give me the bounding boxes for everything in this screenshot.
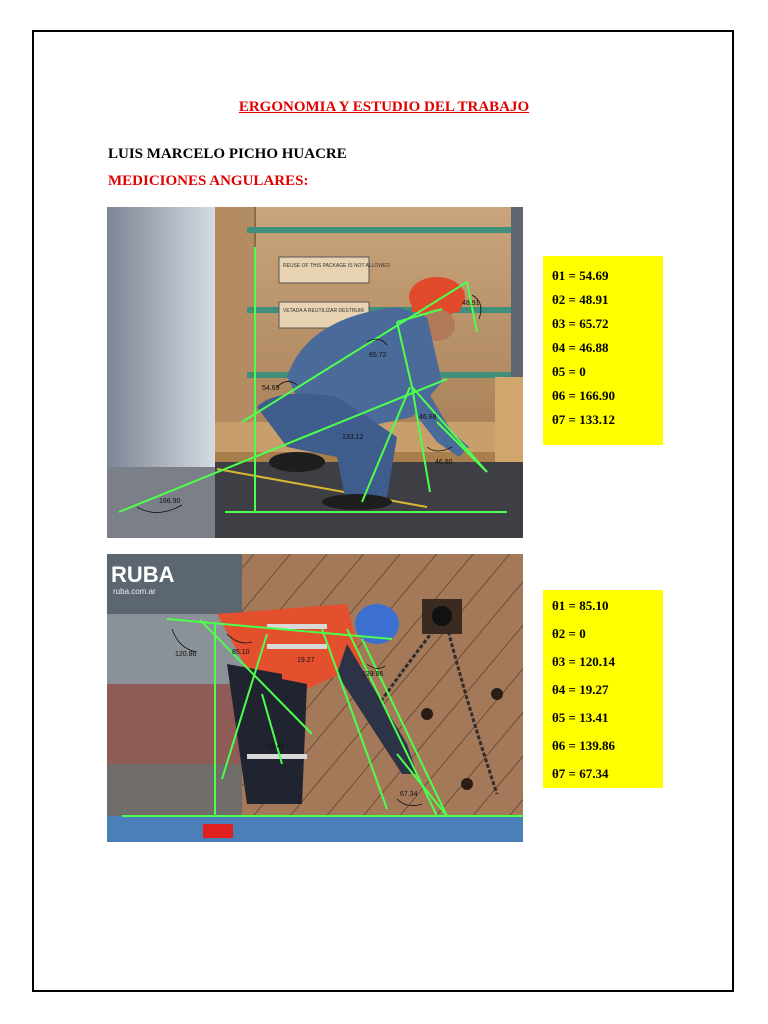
- measurement-theta7: θ7 = 133.12: [552, 412, 615, 427]
- container-subtext: ruba.com.ar: [113, 587, 156, 596]
- container-text: RUBA: [111, 562, 175, 587]
- angle-label-48-91: 48.91: [462, 300, 480, 307]
- angle-label-46-90: 46.90: [435, 459, 453, 466]
- author-name: LUIS MARCELO PICHO HUACRE: [108, 146, 347, 162]
- section-heading: MEDICIONES ANGULARES:: [108, 173, 309, 189]
- measurement-theta4: θ4 = 19.27: [552, 682, 609, 697]
- package-label-1: REUSE OF THIS PACKAGE IS NOT ALLOWED: [283, 263, 390, 269]
- measurements-box-1: [543, 256, 663, 445]
- measurement-theta7: θ7 = 67.34: [552, 766, 609, 781]
- measurement-theta3: θ3 = 120.14: [552, 654, 615, 669]
- angle-label-46-88: 46.88: [419, 414, 437, 421]
- measurement-theta2: θ2 = 48.91: [552, 292, 609, 307]
- document-title: ERGONOMIA Y ESTUDIO DEL TRABAJO: [238, 99, 530, 115]
- measurement-theta5: θ5 = 13.41: [552, 710, 609, 725]
- measurement-theta6: θ6 = 166.90: [552, 388, 615, 403]
- measurement-theta6: θ6 = 139.86: [552, 738, 615, 753]
- angle-label-65-72: 65.72: [369, 352, 387, 359]
- measurement-theta5: θ5 = 0: [552, 364, 586, 379]
- measurements-box-2: [543, 590, 663, 788]
- worker-photo-1: [107, 207, 523, 538]
- angle-label-67-34: 67.34: [400, 791, 418, 798]
- measurement-theta1: θ1 = 85.10: [552, 598, 609, 613]
- angle-label-133-12: 133.12: [342, 434, 364, 441]
- angle-label-85-10: 85.10: [232, 649, 250, 656]
- angle-label-166-90: 166.90: [159, 498, 181, 505]
- angle-label-139-86: 139.86: [362, 671, 384, 678]
- angle-label-54-69: 54.69: [262, 385, 280, 392]
- angle-label-13-41: 13.41: [267, 743, 285, 750]
- angle-label-19-27: 19.27: [297, 657, 315, 664]
- measurement-theta2: θ2 = 0: [552, 626, 586, 641]
- angle-label-120-86: 120.86: [175, 651, 197, 658]
- measurement-theta1: θ1 = 54.69: [552, 268, 609, 283]
- measurement-theta3: θ3 = 65.72: [552, 316, 609, 331]
- worker-photo-2: [107, 554, 523, 842]
- measurement-theta4: θ4 = 46.88: [552, 340, 609, 355]
- package-label-2: VETADA A REUTILIZAR DESTRUIR: [283, 308, 365, 314]
